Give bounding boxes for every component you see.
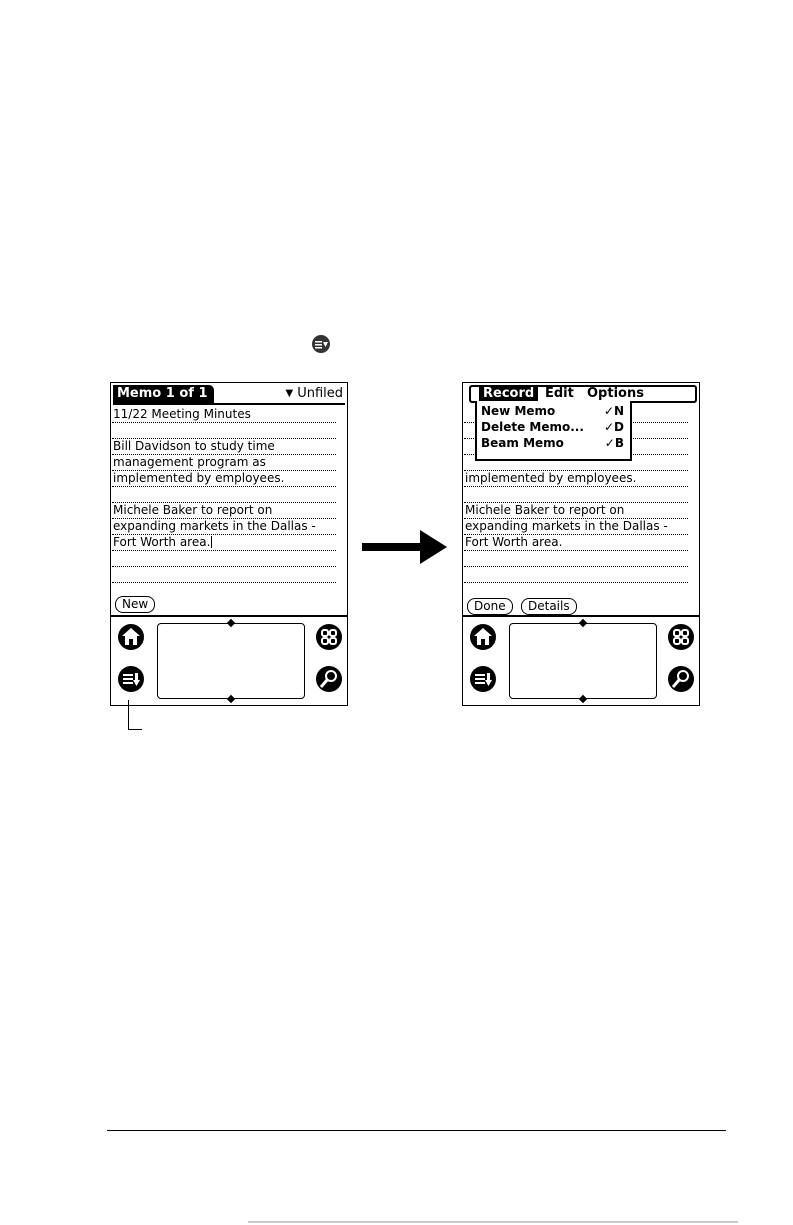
menu-icon[interactable] <box>117 665 145 693</box>
memo-line[interactable] <box>112 551 336 567</box>
memo-line[interactable] <box>464 567 688 583</box>
graffiti-area <box>111 615 347 705</box>
memo-line[interactable]: Fort Worth area. <box>464 535 688 551</box>
menu-record[interactable]: Record <box>479 387 538 401</box>
memo-screen-left <box>110 382 348 706</box>
triangle-down-icon: ▼ <box>285 388 294 399</box>
graffiti-stroke-icon: ✓ <box>603 420 615 434</box>
home-icon[interactable] <box>117 623 145 651</box>
callout-line <box>128 729 142 730</box>
divider-tick-top <box>579 619 587 627</box>
memo-screen-right <box>462 382 700 706</box>
footer-rule <box>107 1130 726 1131</box>
shortcut-stroke: ✓D <box>603 420 624 434</box>
graffiti-writing-area[interactable] <box>157 623 305 699</box>
shortcut-stroke: ✓B <box>604 436 624 450</box>
record-menu-dropdown <box>475 401 632 461</box>
memo-line[interactable]: management program as <box>112 455 336 471</box>
memo-line[interactable] <box>112 567 336 583</box>
category-label: Unfiled <box>297 386 343 401</box>
graffiti-area <box>463 615 699 705</box>
new-button[interactable]: New <box>115 596 155 613</box>
done-button[interactable]: Done <box>467 598 513 615</box>
home-icon[interactable] <box>469 623 497 651</box>
memo-line[interactable] <box>112 487 336 503</box>
graffiti-stroke-icon: ✓ <box>604 436 615 450</box>
graffiti-writing-area[interactable] <box>509 623 657 699</box>
memo-line[interactable]: implemented by employees. <box>112 471 336 487</box>
divider-tick-bottom <box>579 695 587 703</box>
memo-line[interactable] <box>112 423 336 439</box>
find-icon[interactable] <box>667 665 695 693</box>
memo-line[interactable]: Fort Worth area. <box>112 535 336 551</box>
memo-line[interactable]: Michele Baker to report on <box>112 503 336 519</box>
divider-tick-top <box>227 619 235 627</box>
menu-icon-inline <box>311 334 331 354</box>
memo-line[interactable]: Bill Davidson to study time <box>112 439 336 455</box>
memo-line[interactable] <box>464 487 688 503</box>
callout-line <box>128 700 129 730</box>
category-picker[interactable] <box>285 385 343 403</box>
memo-title: Memo 1 of 1 <box>113 385 214 403</box>
graffiti-stroke-icon: ✓ <box>603 404 614 418</box>
menu-item-new-memo[interactable]: New Memo ✓N <box>481 404 624 418</box>
menu-edit[interactable]: Edit <box>545 386 574 401</box>
menu-item-beam-memo[interactable]: Beam Memo ✓B <box>481 436 624 450</box>
menu-options[interactable]: Options <box>587 386 644 401</box>
menu-item-delete-memo[interactable]: Delete Memo... ✓D <box>481 420 624 434</box>
memo-line[interactable]: expanding markets in the Dallas - <box>112 519 336 535</box>
memo-text[interactable] <box>112 407 336 583</box>
scan-edge <box>248 1221 738 1223</box>
shortcut-stroke: ✓N <box>603 404 624 418</box>
memo-titlebar <box>113 385 345 405</box>
applications-icon[interactable] <box>315 623 343 651</box>
memo-line[interactable]: 11/22 Meeting Minutes <box>112 407 336 423</box>
memo-line[interactable]: Michele Baker to report on <box>464 503 688 519</box>
memo-line[interactable] <box>464 551 688 567</box>
divider-tick-bottom <box>227 695 235 703</box>
details-button[interactable]: Details <box>521 598 577 615</box>
arrow-right-icon <box>362 530 447 564</box>
memo-line[interactable]: expanding markets in the Dallas - <box>464 519 688 535</box>
find-icon[interactable] <box>315 665 343 693</box>
menu-icon[interactable] <box>469 665 497 693</box>
applications-icon[interactable] <box>667 623 695 651</box>
memo-line[interactable]: implemented by employees. <box>464 471 688 487</box>
